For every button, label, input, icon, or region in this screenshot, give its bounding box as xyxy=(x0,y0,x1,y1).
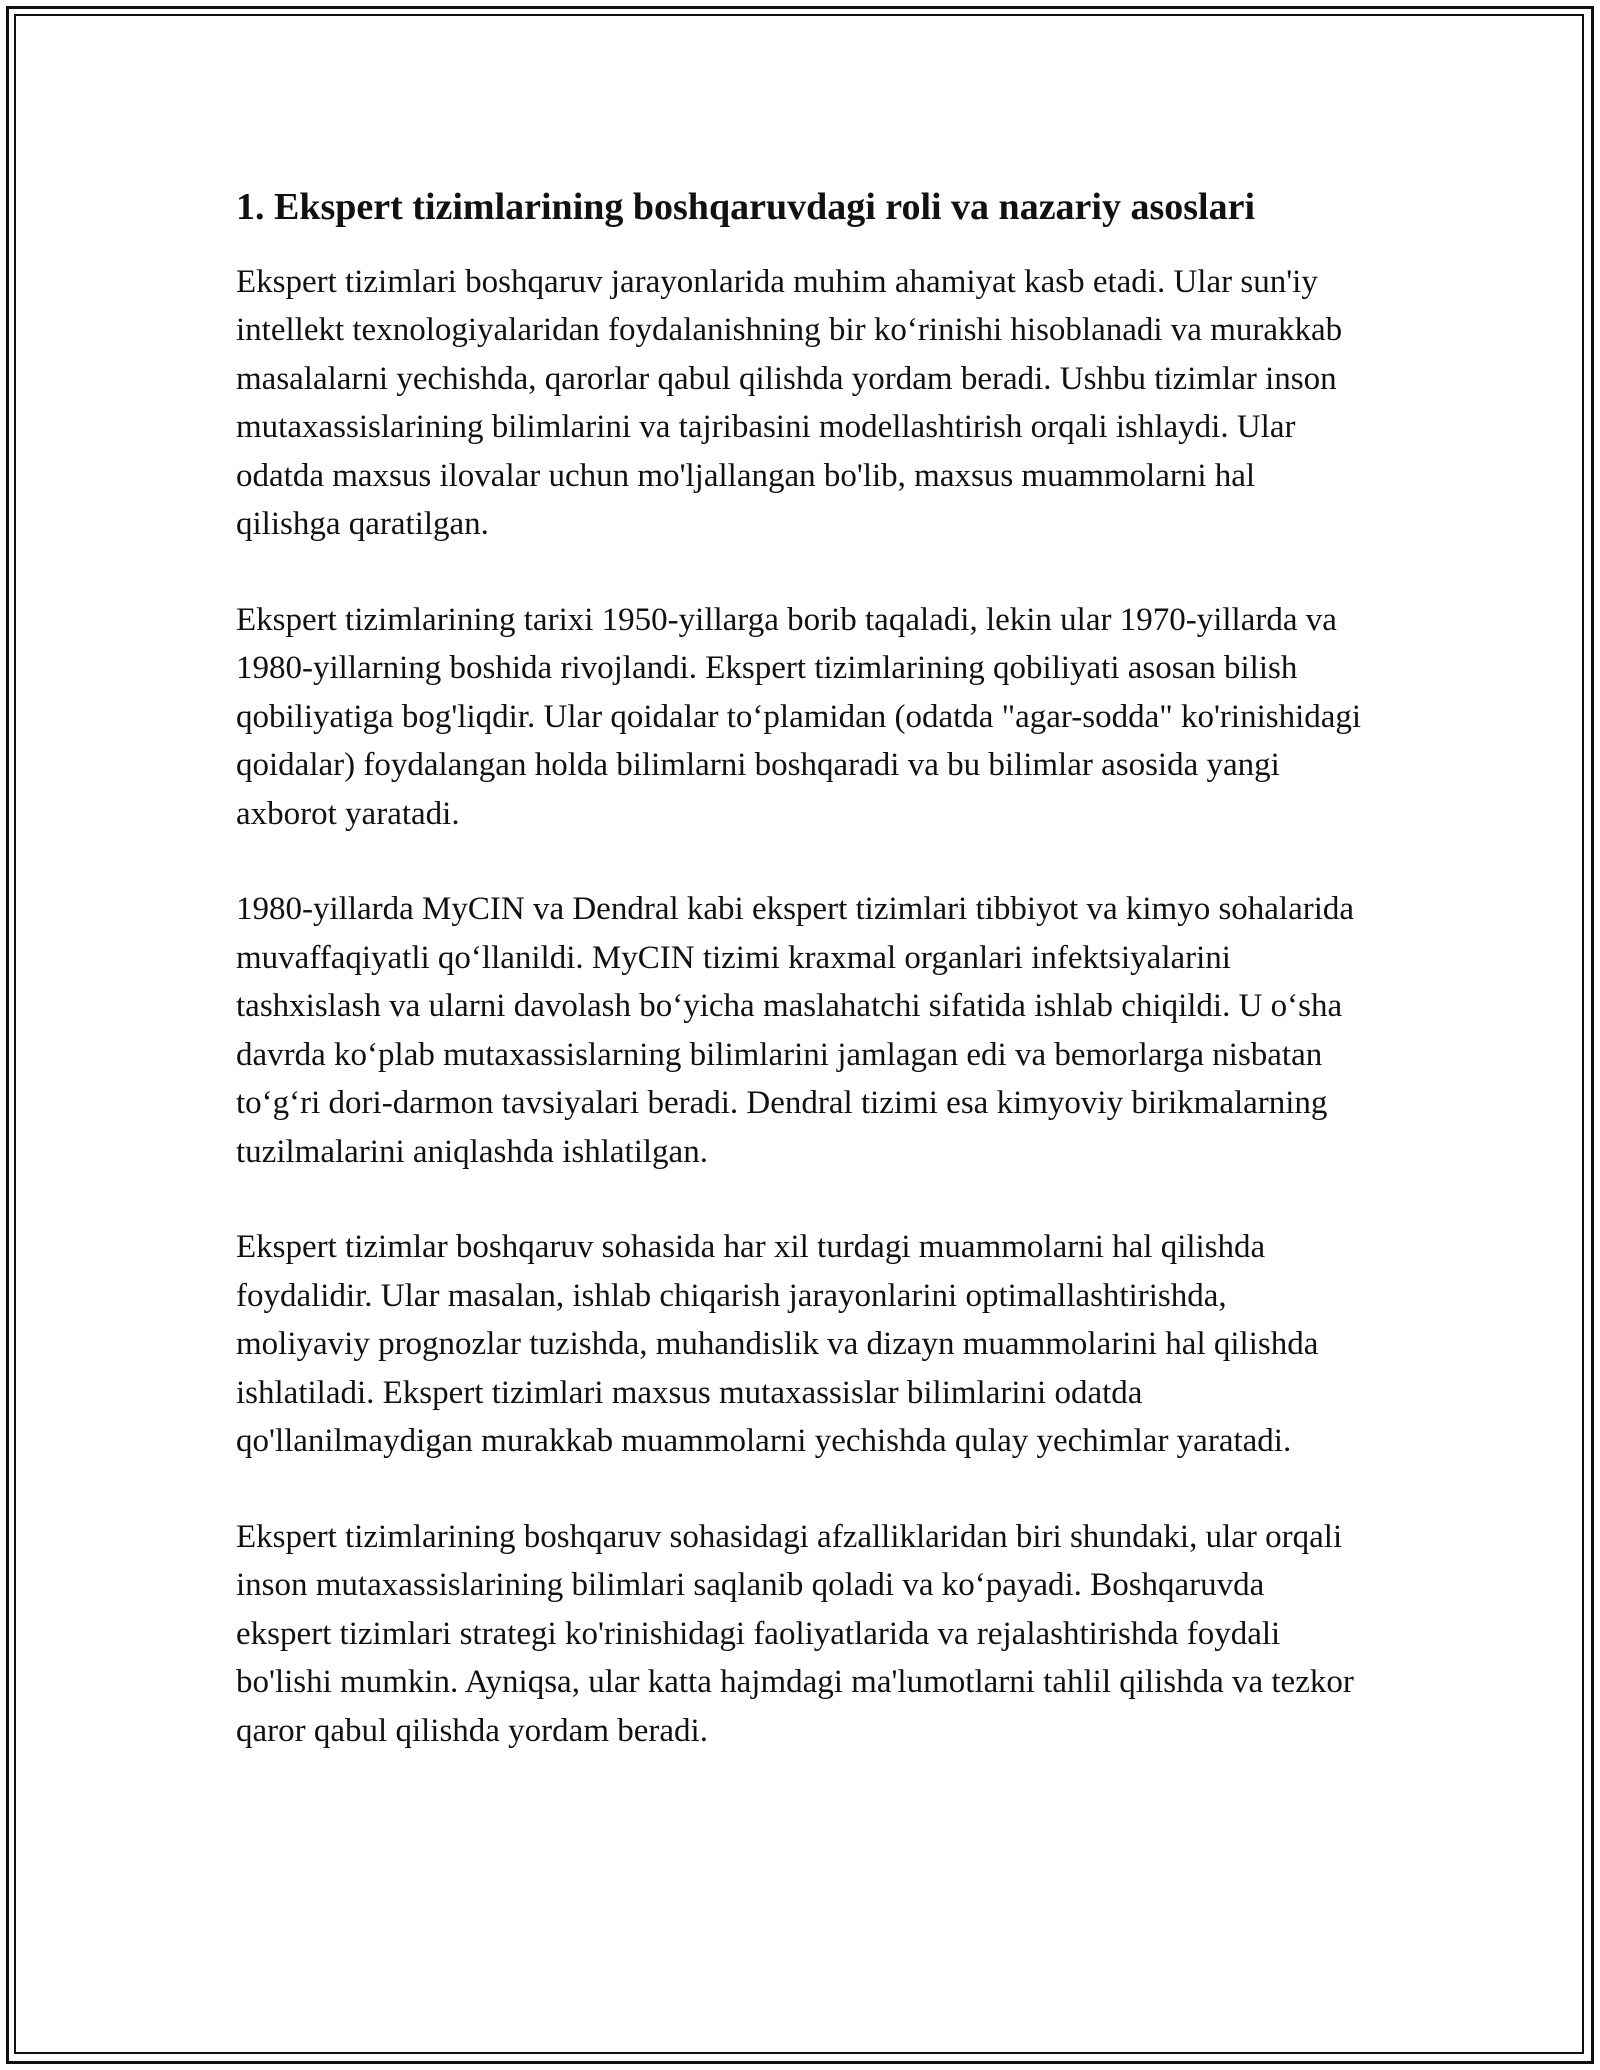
paragraph-3: 1980-yillarda MyCIN va Dendral kabi ekspert tizimlari tibbiyot va kimyo sohalarida muvaffaqiyatli qo‘llanildi. MyCIN tizimi kraxmal organlari infektsiyalarini tashxislash va ularni davolash bo‘yicha maslahatchi sifatida ishlab chiqildi. U o‘sha davrda ko‘plab mutaxassislarning bilimlarini jamlagan edi va bemorlarga nisbatan to‘g‘ri dori-darmon tavsiyalari beradi. Dendral tizimi esa kimyoviy birikmalarning tuzilmalarini aniqlashda ishlatilgan. xyxy=(236,891,1355,1170)
paragraph-2: Ekspert tizimlarining tarixi 1950-yillarga borib taqaladi, lekin ular 1970-yillarda va 1980-yillarning boshida rivojlandi. Ekspert tizimlarining qobiliyati asosan bilish qobiliyatiga bog'liqdir. Ular qoidalar to‘plamidan (odatda "agar-sodda" ko'rinishidagi qoidalar) foydalangan holda bilimlarni boshqaradi va bu bilimlar asosida yangi axborot yaratadi. xyxy=(236,601,1362,832)
paragraph-1: Ekspert tizimlari boshqaruv jarayonlarida muhim ahamiyat kasb etadi. Ular sun'iy intellekt texnologiyalaridan foydalanishning bir ko‘rinishi hisoblanadi va murakkab masalalarni yechishda, qarorlar qabul qilishda yordam beradi. Ushbu tizimlar inson mutaxassislarining bilimlarini va tajribasini modellashtirish orqali ishlaydi. Ular odatda maxsus ilovalar uchun mo'ljallangan bo'lib, maxsus muammolarni hal qilishga qaratilgan. xyxy=(236,263,1343,542)
paragraph-4: Ekspert tizimlar boshqaruv sohasida har xil turdagi muammolarni hal qilishda foydalidir. Ular masalan, ishlab chiqarish jarayonlarini optimallashtirishda, moliyaviy prognozlar tuzishda, muhandislik va dizayn muammolarini hal qilishda ishlatiladi. Ekspert tizimlari maxsus mutaxassislar bilimlarini odatda qo'llanilmaydigan murakkab muammolarni yechishda qulay yechimlar yaratadi. xyxy=(236,1229,1319,1459)
paragraph-5: Ekspert tizimlarining boshqaruv sohasidagi afzalliklaridan biri shundaki, ular orqali inson mutaxassislarining bilimlari saqlanib qoladi va ko‘payadi. Boshqaruvda ekspert tizimlari strategi ko'rinishidagi faoliyatlarida va rejalashtirishda foydali bo'lishi mumkin. Ayniqsa, ular katta hajmdagi ma'lumotlarni tahlil qilishda va tezkor qaror qabul qilishda yordam beradi. xyxy=(236,1518,1354,1749)
section-heading: 1. Ekspert tizimlarining boshqaruvdagi roli va nazariy asoslari xyxy=(236,186,1256,228)
document-body xyxy=(236,184,1366,1755)
